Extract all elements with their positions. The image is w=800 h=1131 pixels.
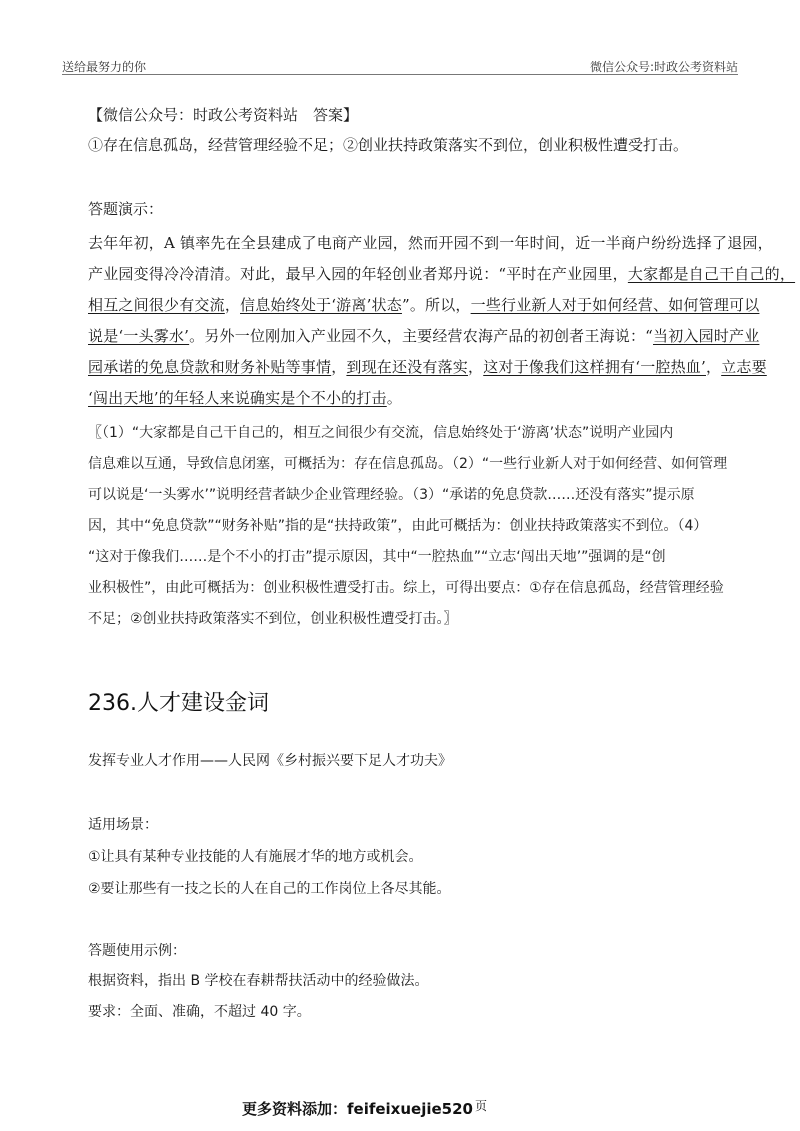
demo-underlined-segment: 相互之间很少有交流: [88, 296, 225, 314]
analysis-line: “这对于像我们……是个不小的打击”提示原因，其中“一腔热血”“立志‘闯出天地’”强调的是“创: [88, 549, 666, 565]
analysis-line: 因，其中“免息贷款”“财务补贴”指的是“扶持政策”，由此可概括为：创业扶持政策落实不到位。（4）: [88, 518, 708, 534]
page-header: [62, 52, 738, 75]
analysis-line: 信息难以互通，导致信息闭塞，可概括为：存在信息孤岛。（2）“一些行业新人对于如何经营、如何管理: [88, 456, 728, 472]
demo-segment: ”。所以，: [401, 296, 471, 314]
demo-line: [88, 325, 759, 346]
demo-underlined-segment: 这对于像我们这样拥有‘一腔热血’: [483, 358, 706, 376]
section-heading: 236.人才建设金词: [88, 691, 269, 716]
demo-underlined-segment: 信息始终处于‘游离’状态: [240, 296, 402, 314]
page-footer: [242, 1097, 487, 1119]
example-line: 根据资料，指出 B 学校在春耕帮扶活动中的经验做法。: [88, 973, 429, 989]
demo-line: [88, 294, 759, 315]
example-label: 答题使用示例：: [88, 943, 186, 959]
demo-segment: ，: [331, 358, 347, 376]
header-right-text: 微信公众号:时政公考资料站: [589, 60, 738, 74]
demo-line: [88, 356, 767, 377]
header-left-text: 送给最努力的你: [62, 60, 147, 74]
demo-underlined-segment: 立志要: [721, 358, 767, 376]
demo-line: [88, 263, 795, 284]
demo-line: [88, 232, 773, 253]
demo-segment: 。另外一位刚加入产业园不久，主要经营农海产品的初创者王海说：“: [189, 327, 654, 345]
analysis-line: 业积极性”，由此可概括为：创业积极性遭受打击。综上，可得出要点：①存在信息孤岛，经营管理经验: [88, 580, 724, 596]
demo-segment: ，: [224, 296, 241, 314]
demo-underlined-segment: 大家都是自己干自己的，: [627, 265, 796, 283]
analysis-line: 〖（1）“大家都是自己干自己的，相互之间很少有交流，信息始终处于‘游离’状态”说明产业园内: [88, 425, 674, 441]
demo-segment: ，: [705, 358, 722, 376]
demo-segment: 产业园变得冷冷清清。对此，最早入园的年轻创业者郑丹说：“平时在产业园里，: [88, 265, 628, 283]
answer-text: ①存在信息孤岛，经营管理经验不足；②创业扶持政策落实不到位，创业积极性遭受打击。: [88, 136, 689, 154]
demo-segment: ，: [468, 358, 484, 376]
demo-underlined-segment: 园承诺的免息贷款和财务补贴等事情: [88, 358, 332, 376]
answer-label: 【微信公众号：时政公考资料站 答案】: [88, 106, 359, 124]
demo-underlined-segment: 当初入园时产业: [653, 327, 760, 345]
demo-underlined-segment: 一些行业新人对于如何经营、如何管理可以: [470, 296, 760, 314]
demo-segment: 。: [386, 389, 402, 407]
scenario-label: 适用场景：: [88, 817, 158, 833]
analysis-line: 不足；②创业扶持政策落实不到位，创业积极性遭受打击。〗: [88, 611, 458, 627]
demo-underlined-segment: 到现在还没有落实: [346, 358, 469, 376]
scenario-item: ①让具有某种专业技能的人有施展才华的地方或机会。: [88, 849, 423, 865]
demo-segment: 去年年初，A 镇率先在全县建成了电商产业园，然而开园不到一年时间，近一半商户纷纷选择了退园，: [88, 234, 773, 252]
demo-line: [88, 387, 402, 408]
analysis-line: 可以说是‘一头雾水’”说明经营者缺少企业管理经验。（3）“承诺的免息贷款……还没有落实”提示原: [88, 487, 695, 503]
example-line: 要求：全面、准确，不超过 40 字。: [88, 1004, 311, 1020]
scenario-item: ②要让那些有一技之长的人在自己的工作岗位上各尽其能。: [88, 881, 451, 897]
demo-underlined-segment: ‘闯出天地’的年轻人来说确实是个不小的打击: [88, 389, 387, 407]
demo-underlined-segment: 说是‘一头雾水’: [88, 327, 190, 345]
page-number-label: 页: [474, 1099, 487, 1113]
footer-text: 更多资料添加：feifeixuejie520: [242, 1100, 473, 1118]
section-source: 发挥专业人才作用——人民网《乡村振兴要下足人才功夫》: [88, 753, 452, 769]
demo-label: 答题演示：: [88, 200, 164, 218]
